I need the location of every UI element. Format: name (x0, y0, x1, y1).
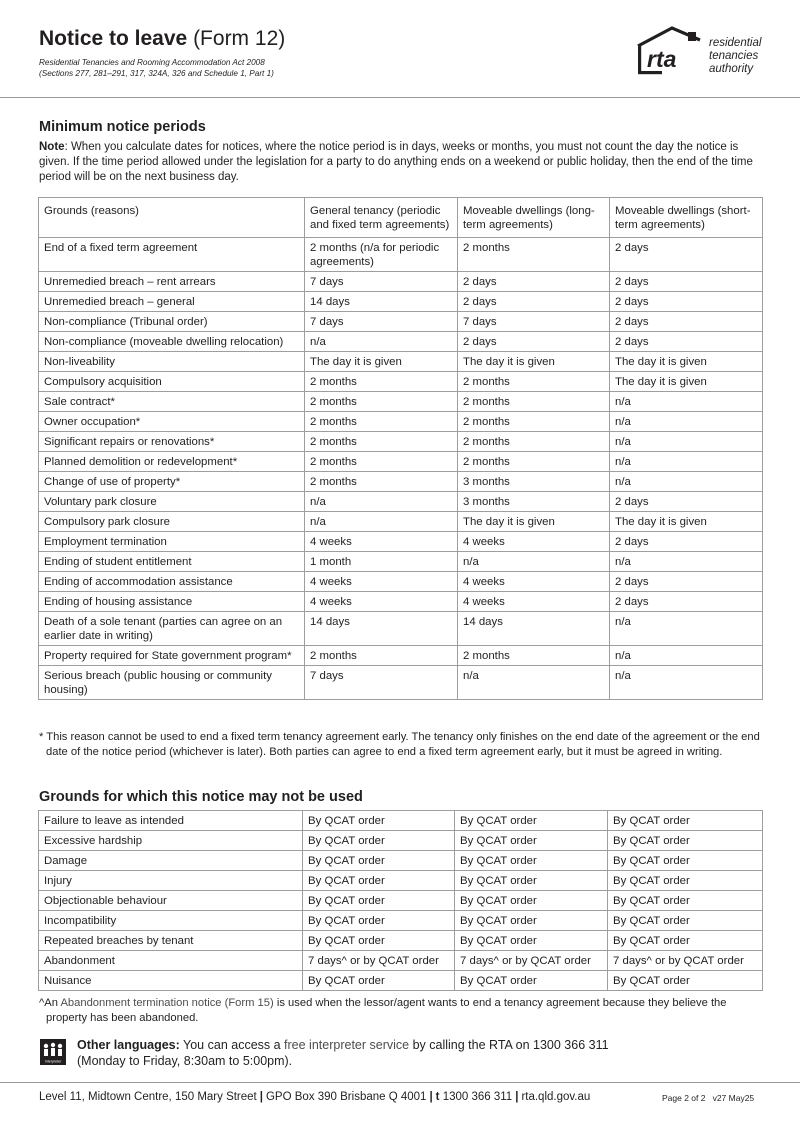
grounds-cell: Change of use of property* (39, 472, 305, 492)
general-tenancy-cell: n/a (305, 512, 458, 532)
moveable-long-term-cell: 2 months (458, 392, 610, 412)
moveable-short-term-cell: n/a (610, 412, 763, 432)
form-title (39, 27, 285, 51)
moveable-long-term-cell: The day it is given (458, 352, 610, 372)
moveable-long-term-cell: 4 weeks (458, 592, 610, 612)
moveable-long-term-cell: 2 months (458, 646, 610, 666)
footer-website-link[interactable]: rta.qld.gov.au (521, 1091, 591, 1103)
moveable-short-term-cell: 2 days (610, 332, 763, 352)
grounds-cell: Employment termination (39, 532, 305, 552)
table-row (39, 452, 763, 472)
table-header-row (39, 198, 763, 238)
general-tenancy-cell: The day it is given (305, 352, 458, 372)
general-tenancy-cell: By QCAT order (303, 831, 455, 851)
moveable-short-term-cell: By QCAT order (608, 971, 763, 991)
moveable-short-term-cell: 2 days (610, 592, 763, 612)
general-tenancy-cell: By QCAT order (303, 871, 455, 891)
grounds-cell: Non-liveability (39, 352, 305, 372)
table-row (39, 412, 763, 432)
general-tenancy-cell: 2 months (305, 472, 458, 492)
grounds-cell: Compulsory park closure (39, 512, 305, 532)
abandonment-footnote (39, 996, 764, 1026)
table-row (39, 238, 763, 272)
general-tenancy-cell: By QCAT order (303, 971, 455, 991)
interpreter-icon (40, 1039, 66, 1065)
grounds-cell: Non-compliance (Tribunal order) (39, 312, 305, 332)
page-number: Page 2 of 2 (662, 1093, 706, 1103)
act-sections: (Sections 277, 281–291, 317, 324A, 326 and Schedule 1, Part 1) (39, 69, 274, 78)
page-info (662, 1093, 754, 1104)
moveable-short-term-cell: The day it is given (610, 512, 763, 532)
moveable-short-term-cell: The day it is given (610, 352, 763, 372)
grounds-cell: Nuisance (39, 971, 303, 991)
moveable-long-term-cell: By QCAT order (455, 931, 608, 951)
table-row (39, 432, 763, 452)
grounds-cell: Objectionable behaviour (39, 891, 303, 911)
table-row (39, 492, 763, 512)
footer-address: Level 11, Midtown Centre, 150 Mary Street (39, 1091, 257, 1103)
table-row (39, 646, 763, 666)
footer-separator: | (429, 1091, 433, 1103)
moveable-long-term-cell: By QCAT order (455, 851, 608, 871)
moveable-long-term-cell: By QCAT order (455, 911, 608, 931)
form-title-number: (Form 12) (187, 27, 286, 50)
logo-word-1: residential (709, 37, 762, 49)
moveable-short-term-cell: n/a (610, 452, 763, 472)
footer-separator: | (515, 1091, 519, 1103)
moveable-long-term-cell: By QCAT order (455, 971, 608, 991)
table-row (39, 951, 763, 971)
moveable-long-term-cell: 3 months (458, 472, 610, 492)
form-15-link[interactable]: Abandonment termination notice (Form 15) (60, 997, 274, 1009)
moveable-short-term-cell: By QCAT order (608, 931, 763, 951)
table-row (39, 612, 763, 646)
calculation-note (39, 140, 764, 185)
moveable-long-term-cell: n/a (458, 666, 610, 700)
moveable-long-term-cell: 4 weeks (458, 572, 610, 592)
general-tenancy-cell: 2 months (305, 392, 458, 412)
table-row (39, 811, 763, 831)
grounds-cell: Voluntary park closure (39, 492, 305, 512)
moveable-short-term-cell: By QCAT order (608, 851, 763, 871)
table-row (39, 552, 763, 572)
moveable-short-term-cell: 2 days (610, 492, 763, 512)
rta-logo-text (709, 37, 761, 76)
fixed-term-footnote: * This reason cannot be used to end a fixed term tenancy agreement early. The tenancy only finishes on the end date of the agreement or the end date of the notice period (whichever is later). Both parties can agree to end a fixed term agreement early, but it must be agreed in writing. (39, 731, 760, 758)
table-row (39, 851, 763, 871)
abandonment-footnote-pre: ^An (39, 997, 61, 1009)
moveable-long-term-cell: 2 months (458, 238, 610, 272)
grounds-cell: Abandonment (39, 951, 303, 971)
general-tenancy-cell: By QCAT order (303, 911, 455, 931)
moveable-short-term-cell: 2 days (610, 292, 763, 312)
general-tenancy-cell: 4 weeks (305, 532, 458, 552)
moveable-short-term-cell: 2 days (610, 312, 763, 332)
table-row (39, 971, 763, 991)
section-heading-not-used: Grounds for which this notice may not be used (39, 789, 363, 805)
moveable-short-term-cell: By QCAT order (608, 811, 763, 831)
general-tenancy-cell: 7 days (305, 272, 458, 292)
form-title-bold: Notice to leave (39, 27, 188, 50)
general-tenancy-cell: By QCAT order (303, 851, 455, 871)
moveable-long-term-cell: 2 days (458, 332, 610, 352)
grounds-cell: Injury (39, 871, 303, 891)
other-languages (77, 1037, 609, 1069)
grounds-cell: Significant repairs or renovations* (39, 432, 305, 452)
general-tenancy-cell: 14 days (305, 612, 458, 646)
grounds-cell: Serious breach (public housing or community housing) (39, 666, 305, 700)
general-tenancy-cell: 1 month (305, 552, 458, 572)
table-row (39, 392, 763, 412)
general-tenancy-cell: 7 days (305, 666, 458, 700)
section-heading-minimum-notice: Minimum notice periods (39, 119, 206, 135)
interpreter-service-link[interactable]: free interpreter service (284, 1038, 410, 1052)
moveable-short-term-cell: n/a (610, 646, 763, 666)
general-tenancy-cell: 4 weeks (305, 592, 458, 612)
other-languages-text-pre: You can access a (179, 1038, 285, 1052)
grounds-cell: Owner occupation* (39, 412, 305, 432)
moveable-short-term-cell: n/a (610, 472, 763, 492)
moveable-long-term-cell: 2 days (458, 272, 610, 292)
footer-divider (0, 1082, 800, 1083)
grounds-cell: Repeated breaches by tenant (39, 931, 303, 951)
table-row (39, 891, 763, 911)
moveable-short-term-cell: By QCAT order (608, 871, 763, 891)
general-tenancy-cell: n/a (305, 332, 458, 352)
table-row (39, 666, 763, 700)
table-row (39, 911, 763, 931)
table-row (39, 352, 763, 372)
moveable-long-term-cell: 7 days^ or by QCAT order (455, 951, 608, 971)
grounds-cell: Ending of student entitlement (39, 552, 305, 572)
grounds-cell: Damage (39, 851, 303, 871)
grounds-cell: Ending of accommodation assistance (39, 572, 305, 592)
general-tenancy-cell: 2 months (n/a for periodic agreements) (305, 238, 458, 272)
interpreter-icon-label: Interpreter (44, 1059, 62, 1064)
logo-word-3: authority (709, 63, 754, 75)
note-label: Note (39, 141, 65, 153)
moveable-long-term-cell: By QCAT order (455, 891, 608, 911)
general-tenancy-cell: 2 months (305, 372, 458, 392)
grounds-cell: Non-compliance (moveable dwelling relocation) (39, 332, 305, 352)
moveable-short-term-cell: 7 days^ or by QCAT order (608, 951, 763, 971)
act-name: Residential Tenancies and Rooming Accommodation Act 2008 (39, 58, 265, 67)
moveable-short-term-cell: By QCAT order (608, 891, 763, 911)
moveable-short-term-cell: By QCAT order (608, 831, 763, 851)
rta-logo-mark: rta (647, 46, 677, 72)
moveable-short-term-cell: The day it is given (610, 372, 763, 392)
general-tenancy-cell: By QCAT order (303, 931, 455, 951)
moveable-long-term-cell: By QCAT order (455, 871, 608, 891)
grounds-cell: Incompatibility (39, 911, 303, 931)
table-row (39, 332, 763, 352)
grounds-cell: Unremedied breach – rent arrears (39, 272, 305, 292)
general-tenancy-cell: 14 days (305, 292, 458, 312)
table-row (39, 472, 763, 492)
other-languages-hours: (Monday to Friday, 8:30am to 5:00pm). (77, 1054, 293, 1068)
table-row (39, 372, 763, 392)
footer-separator: | (259, 1091, 263, 1103)
footer-po-box: GPO Box 390 Brisbane Q 4001 (265, 1091, 427, 1103)
moveable-short-term-cell: 2 days (610, 238, 763, 272)
general-tenancy-cell: 7 days^ or by QCAT order (303, 951, 455, 971)
grounds-cell: Sale contract* (39, 392, 305, 412)
general-tenancy-cell: n/a (305, 492, 458, 512)
legislation-reference (39, 57, 274, 79)
moveable-long-term-cell: 2 months (458, 372, 610, 392)
grounds-cell: Unremedied breach – general (39, 292, 305, 312)
general-tenancy-cell: 4 weeks (305, 572, 458, 592)
general-tenancy-cell: 2 months (305, 452, 458, 472)
moveable-long-term-cell: The day it is given (458, 512, 610, 532)
grounds-cell: Planned demolition or redevelopment* (39, 452, 305, 472)
grounds-cell: Death of a sole tenant (parties can agree on an earlier date in writing) (39, 612, 305, 646)
note-text: : When you calculate dates for notices, where the notice period is in days, weeks or months, you must not count the day the notice is given. If the time period allowed under the legislation for a party to do anything ends on a weekend or public holiday, then the end of the time period will be on the next business day. (39, 141, 753, 183)
table-row (39, 272, 763, 292)
moveable-short-term-cell: n/a (610, 612, 763, 646)
grounds-cell: Property required for State government program* (39, 646, 305, 666)
moveable-short-term-cell: n/a (610, 432, 763, 452)
column-header-moveable-short-term: Moveable dwellings (short-term agreements) (610, 198, 763, 238)
column-header-general-tenancy: General tenancy (periodic and fixed term agreements) (305, 198, 458, 238)
grounds-cell: Failure to leave as intended (39, 811, 303, 831)
grounds-not-used-table (38, 810, 763, 991)
moveable-short-term-cell: n/a (610, 392, 763, 412)
moveable-long-term-cell: 3 months (458, 492, 610, 512)
table-row (39, 292, 763, 312)
moveable-short-term-cell: n/a (610, 552, 763, 572)
moveable-long-term-cell: By QCAT order (455, 811, 608, 831)
general-tenancy-cell: By QCAT order (303, 891, 455, 911)
general-tenancy-cell: By QCAT order (303, 811, 455, 831)
moveable-short-term-cell: 2 days (610, 572, 763, 592)
moveable-long-term-cell: 7 days (458, 312, 610, 332)
moveable-short-term-cell: 2 days (610, 532, 763, 552)
moveable-long-term-cell: 14 days (458, 612, 610, 646)
moveable-short-term-cell: By QCAT order (608, 911, 763, 931)
column-header-grounds: Grounds (reasons) (39, 198, 305, 238)
grounds-cell: Compulsory acquisition (39, 372, 305, 392)
table-row (39, 592, 763, 612)
table-row (39, 512, 763, 532)
logo-word-2: tenancies (709, 50, 759, 62)
moveable-long-term-cell: 2 months (458, 432, 610, 452)
moveable-long-term-cell: n/a (458, 552, 610, 572)
footer-phone-label: t (435, 1091, 440, 1103)
moveable-short-term-cell: n/a (610, 666, 763, 700)
moveable-long-term-cell: By QCAT order (455, 831, 608, 851)
notice-periods-table (38, 197, 763, 700)
table-row (39, 572, 763, 592)
page-header (0, 0, 800, 98)
form-version: v27 May25 (712, 1093, 755, 1103)
grounds-cell: End of a fixed term agreement (39, 238, 305, 272)
moveable-short-term-cell: 2 days (610, 272, 763, 292)
other-languages-label: Other languages: (77, 1038, 180, 1052)
moveable-long-term-cell: 4 weeks (458, 532, 610, 552)
table-row (39, 871, 763, 891)
general-tenancy-cell: 2 months (305, 412, 458, 432)
table-row (39, 312, 763, 332)
table-row (39, 931, 763, 951)
column-header-moveable-long-term: Moveable dwellings (long-term agreements) (458, 198, 610, 238)
moveable-long-term-cell: 2 days (458, 292, 610, 312)
other-languages-text-post: by calling the RTA on 1300 366 311 (409, 1038, 609, 1052)
abandonment-footnote-post: is used when the lessor/agent wants to end a tenancy agreement because they believe the property has been abandoned. (46, 997, 727, 1024)
moveable-long-term-cell: 2 months (458, 452, 610, 472)
footer-phone: 1300 366 311 (439, 1091, 513, 1103)
table-row (39, 831, 763, 851)
page-footer (39, 1090, 590, 1104)
table-row (39, 532, 763, 552)
general-tenancy-cell: 2 months (305, 432, 458, 452)
grounds-cell: Excessive hardship (39, 831, 303, 851)
grounds-cell: Ending of housing assistance (39, 592, 305, 612)
moveable-long-term-cell: 2 months (458, 412, 610, 432)
general-tenancy-cell: 2 months (305, 646, 458, 666)
general-tenancy-cell: 7 days (305, 312, 458, 332)
